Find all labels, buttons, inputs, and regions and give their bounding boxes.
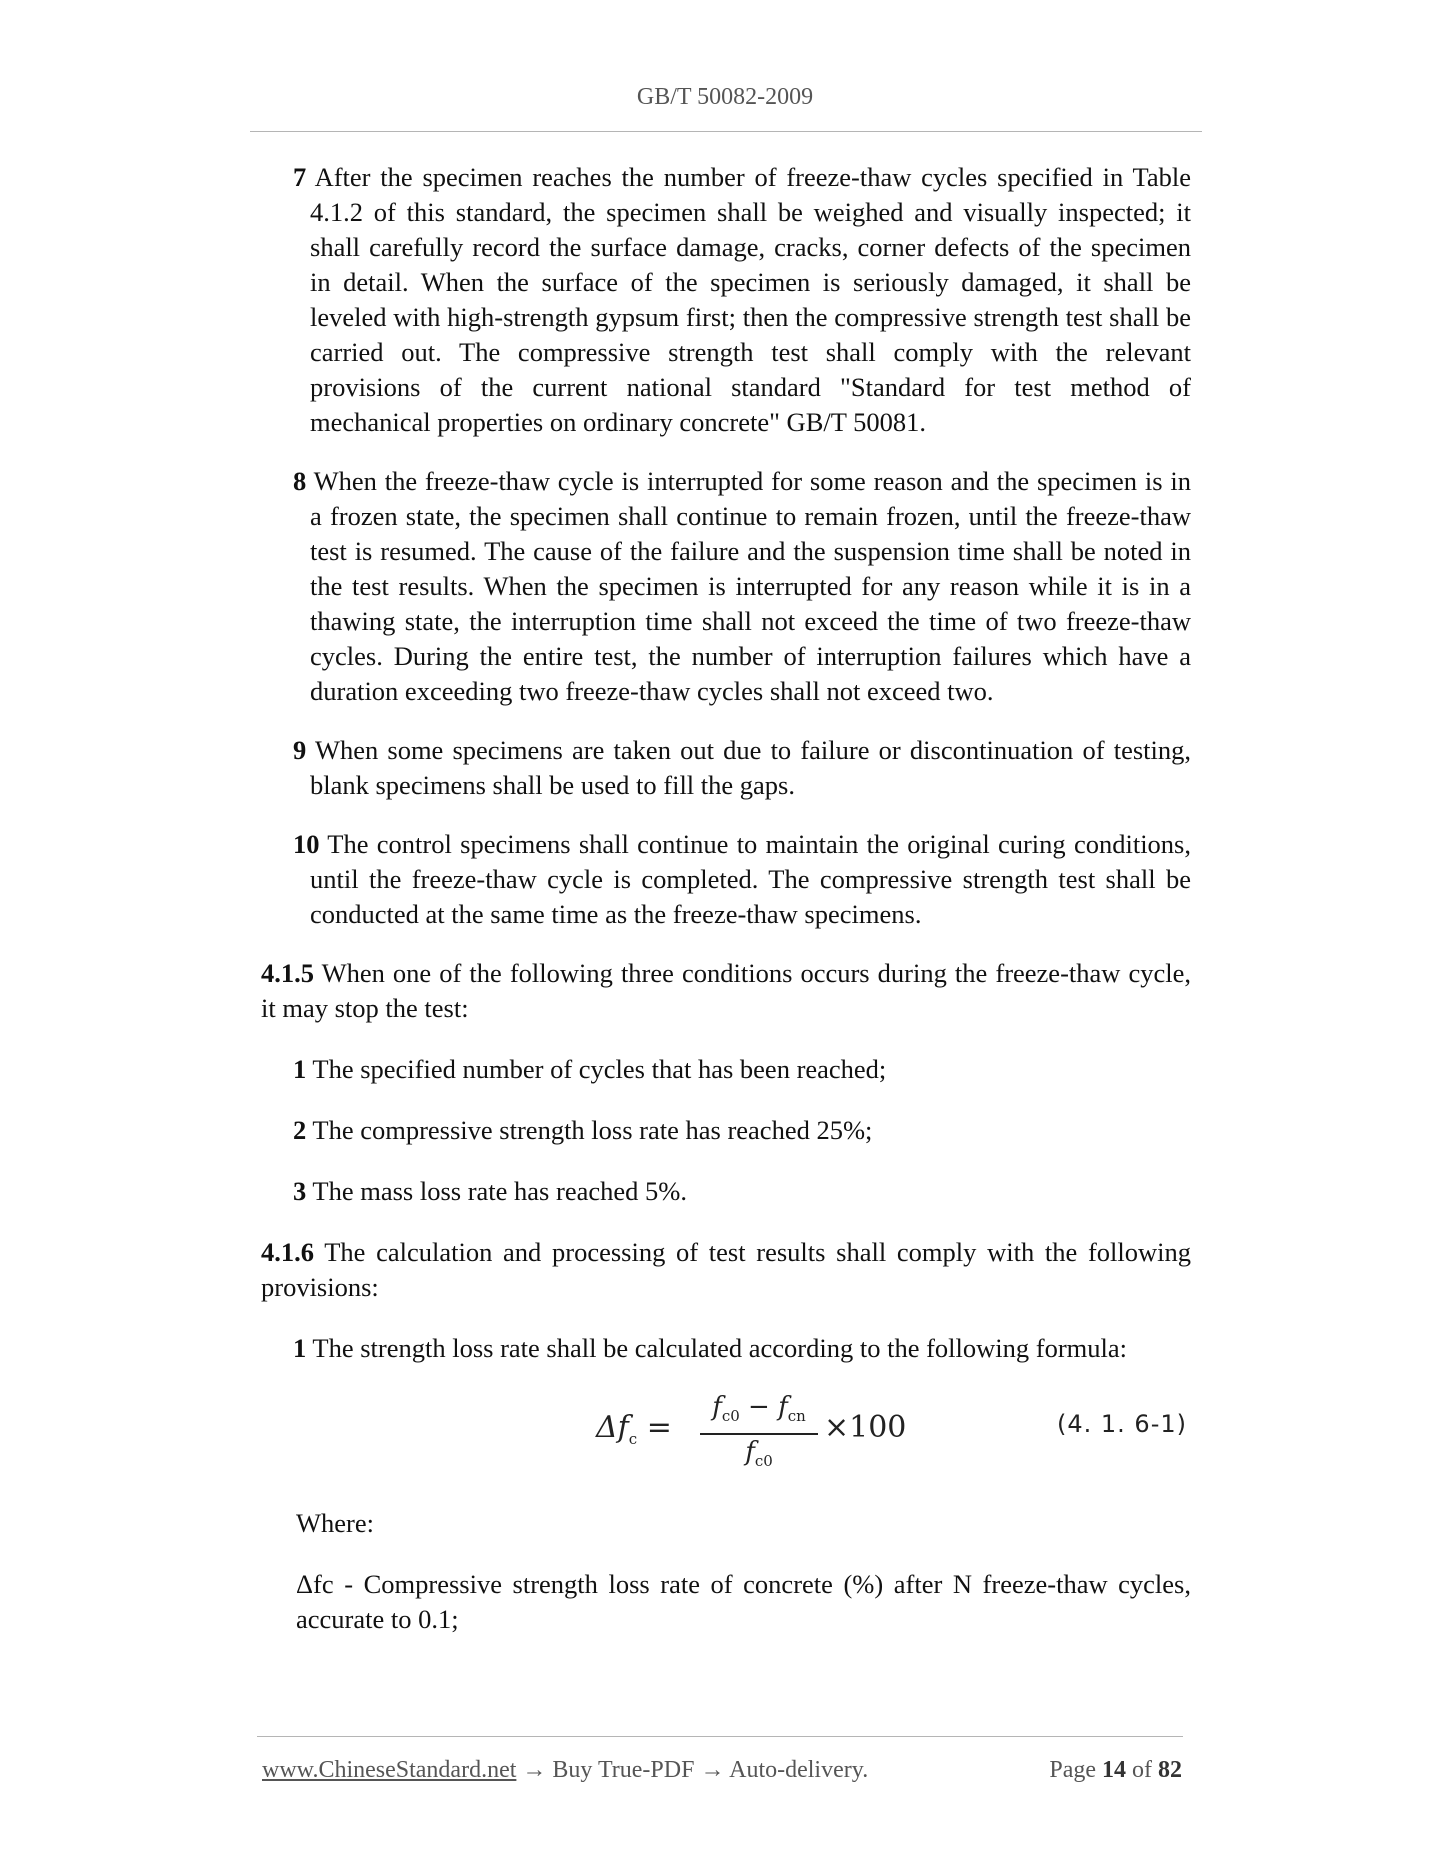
item-number: 10: [293, 829, 320, 859]
item-text: When the freeze-thaw cycle is interrupted for some reason and the specimen is in a frozen state, the specimen shall continue to remain frozen, until the freeze-thaw test is resumed. The cause of the failure and the suspension time shall be noted in the test results. When the specimen is interrupted for any reason while it is in a thawing state, the interruption time shall not exceed the time of two freeze-thaw cycles. During the entire test, the number of interruption failures which have a duration exceeding two freeze-thaw cycles shall not exceed two.: [306, 466, 1191, 706]
item-number: 1: [293, 1054, 307, 1084]
item-number: 8: [293, 466, 307, 496]
current-page: 14: [1102, 1757, 1126, 1783]
footer-promo: [262, 1757, 868, 1784]
section-4-1-5: [261, 956, 1191, 1026]
item-text: The mass loss rate has reached 5%.: [306, 1176, 687, 1206]
equation-number: (4. 1. 6-1): [1057, 1410, 1187, 1438]
website-link[interactable]: www.ChineseStandard.net: [262, 1757, 517, 1783]
formula-lhs: $\Delta f_c$ =: [596, 1410, 672, 1448]
section-text: The calculation and processing of test results shall comply with the following provisions:: [261, 1237, 1191, 1302]
running-header: GB/T 50082-2009: [636, 84, 814, 110]
section-text: When one of the following three conditions occurs during the freeze-thaw cycle, it may stop the test:: [261, 958, 1191, 1023]
item-text: The control specimens shall continue to maintain the original curing conditions, until the freeze-thaw cycle is completed. The compressive strength test shall be conducted at the same time as the freeze-thaw specimens.: [310, 829, 1191, 929]
condition-item-1: [261, 1052, 1191, 1087]
calc-item-1: [261, 1331, 1191, 1366]
item-text: When some specimens are taken out due to failure or discontinuation of testing, blank specimens shall be used to fill the gaps.: [306, 735, 1191, 800]
item-text: The specified number of cycles that has been reached;: [306, 1054, 887, 1084]
clause-item-7: [261, 160, 1191, 440]
item-text: After the specimen reaches the number of freeze-thaw cycles specified in Table 4.1.2 of this standard, the specimen shall be weighed and visually inspected; it shall carefully record the surface damage, cracks, corner defects of the specimen in detail. When the surface of the specimen is seriously damaged, it shall be leveled with high-strength gypsum first; then the compressive strength test shall be carried out. The compressive strength test shall comply with the relevant provisions of the current national standard "Standard for test method of mechanical properties on ordinary concrete" GB/T 50081.: [306, 162, 1191, 437]
item-number: 9: [293, 735, 307, 765]
formula-fraction: [700, 1392, 818, 1476]
clause-item-10: [261, 827, 1191, 932]
section-4-1-6: [261, 1235, 1191, 1305]
clause-item-9: [261, 733, 1191, 803]
header-divider: [250, 131, 1202, 132]
condition-item-3: [261, 1174, 1191, 1209]
where-label: Where:: [296, 1508, 374, 1538]
fraction-bar: [700, 1433, 818, 1435]
condition-item-2: [261, 1113, 1191, 1148]
clause-item-8: [261, 464, 1191, 709]
item-number: 3: [293, 1176, 307, 1206]
page-body: [261, 160, 1191, 1637]
footer-promo-text: → Buy True-PDF → Auto-delivery.: [516, 1757, 869, 1783]
section-number: 4.1.6: [261, 1237, 314, 1267]
page-indicator: Page 14 of 82: [1049, 1757, 1182, 1783]
item-number: 2: [293, 1115, 307, 1145]
formula-block: [261, 1366, 1191, 1506]
total-pages: 82: [1158, 1757, 1182, 1783]
formula-multiplier: ×100: [824, 1410, 907, 1445]
fraction-numerator: $f_{c0} - f_{cn}$: [712, 1392, 806, 1426]
fraction-denominator: $f_{c0}$: [745, 1437, 773, 1471]
section-number: 4.1.5: [261, 958, 314, 988]
item-number: 1: [293, 1333, 307, 1363]
item-text: The strength loss rate shall be calculated according to the following formula:: [306, 1333, 1128, 1363]
variable-definition: Δfc - Compressive strength loss rate of concrete (%) after N freeze-thaw cycles, accurate to 0.1;: [296, 1569, 1191, 1634]
item-number: 7: [293, 162, 307, 192]
footer-divider: [257, 1736, 1183, 1737]
item-text: The compressive strength loss rate has reached 25%;: [306, 1115, 873, 1145]
